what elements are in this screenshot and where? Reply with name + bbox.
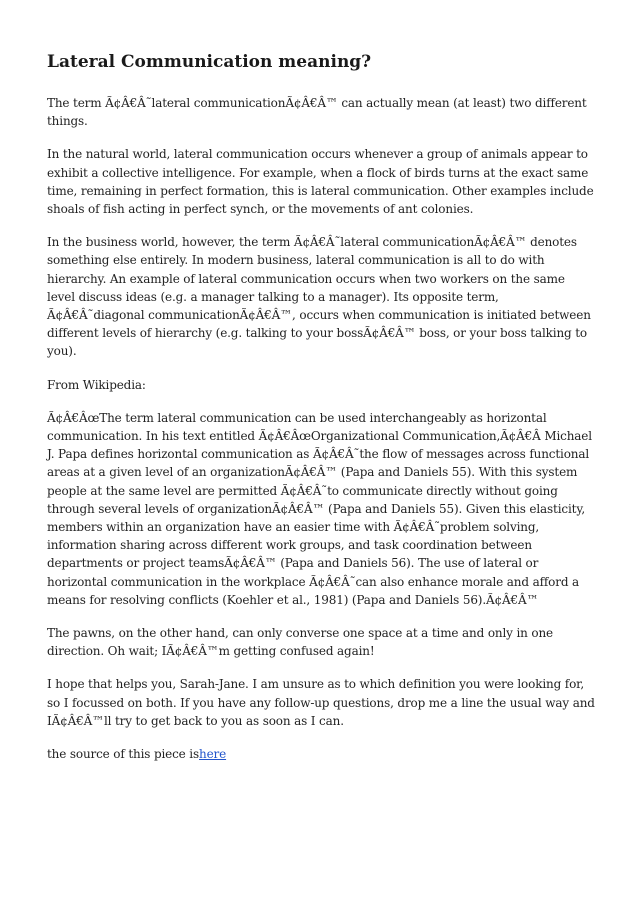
source-line bbox=[47, 745, 595, 763]
document-page bbox=[47, 50, 595, 778]
paragraph-wikipedia-quote: Ã¢Â€ÂœThe term lateral communication can be used interchangeably as horizontal communication. In his text entitled Ã¢Â€ÂœOrganizational Communication,Ã¢Â€Â Michael J. Papa defines horizontal communication as Ã¢Â€Â˜the flow of messages across functional areas at a given level of an organizationÃ¢Â€Â™ (Papa and Daniels 55). With this system people at the same level are permitted Ã¢Â€Â˜to communicate directly without going through several levels of organizationÃ¢Â€Â™ (Papa and Daniels 55). Given this elasticity, members within an organization have an easier time with Ã¢Â€Â˜problem solving, information sharing across different work groups, and task coordination between departments or project teamsÃ¢Â€Â™ (Papa and Daniels 56). The use of lateral or horizontal communication in the workplace Ã¢Â€Â˜can also enhance morale and afford a means for resolving conflicts (Koehler et al., 1981) (Papa and Daniels 56).Ã¢Â€Â™ bbox=[47, 410, 592, 607]
paragraph-intro: The term Ã¢Â€Â˜lateral communicationÃ¢Â€Â™ can actually mean (at least) two different things. bbox=[47, 96, 587, 129]
paragraph-natural-world: In the natural world, lateral communication occurs whenever a group of animals appear to exhibit a collective intelligence. For example, when a flock of birds turns at the exact same time, remaining in perfect formation, this is lateral communication. Other examples include shoals of fish acting in perfect synch, or the movements of ant colonies. bbox=[47, 147, 594, 217]
source-prefix: the source of this piece is bbox=[47, 747, 199, 762]
paragraph-closing: I hope that helps you, Sarah-Jane. I am unsure as to which definition you were looking for, so I focussed on both. If you have any follow-up questions, drop me a line the usual way and IÃ¢Â€Â™ll try to get back to you as soon as I can. bbox=[47, 677, 595, 728]
page-title: Lateral Communication meaning? bbox=[47, 52, 372, 72]
source-link[interactable]: here bbox=[199, 747, 227, 762]
paragraph-from-wikipedia: From Wikipedia: bbox=[47, 377, 146, 392]
paragraph-business-world: In the business world, however, the term Ã¢Â€Â˜lateral communicationÃ¢Â€Â™ denotes something else entirely. In modern business, lateral communication is all to do with hierarchy. An example of lateral communication occurs when two workers on the same level discuss ideas (e.g. a manager talking to a manager). Its opposite term, Ã¢Â€Â˜diagonal communicationÃ¢Â€Â™, occurs when communication is initiated between different levels of hierarchy (e.g. talking to your bossÃ¢Â€Â™ boss, or your boss talking to you). bbox=[47, 235, 591, 359]
paragraph-pawns: The pawns, on the other hand, can only converse one space at a time and only in one direction. Oh wait; IÃ¢Â€Â™m getting confused again! bbox=[47, 626, 553, 659]
